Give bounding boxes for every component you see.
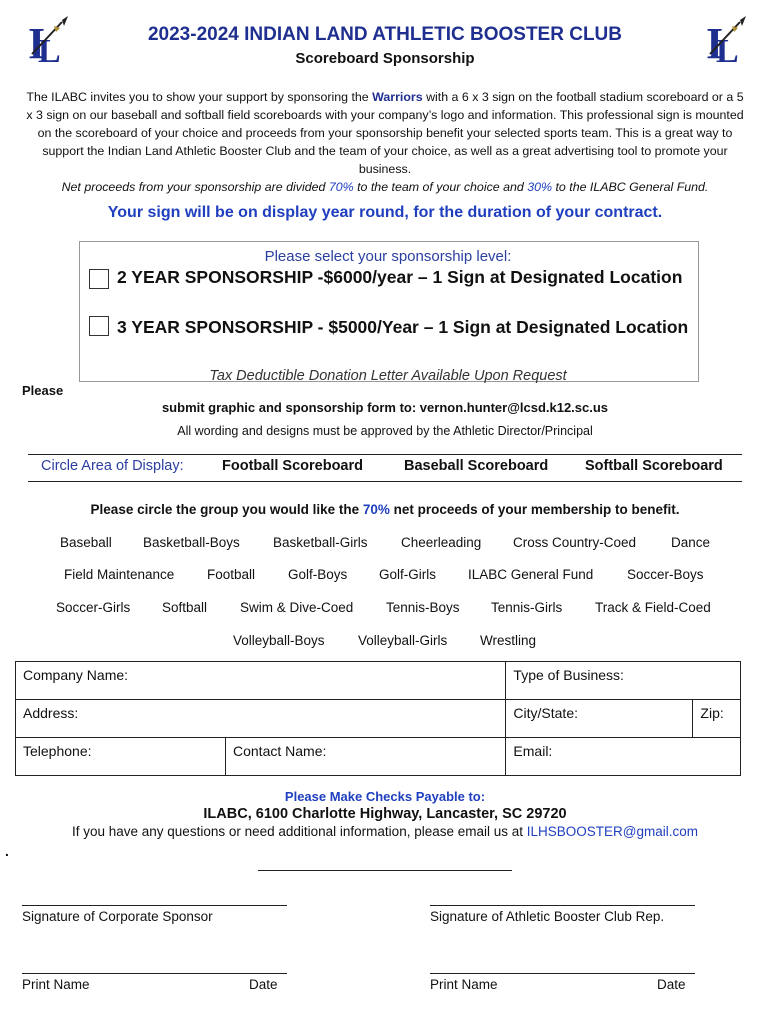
svg-text:L: L (38, 33, 61, 64)
payable-heading: Please Make Checks Payable to: (284, 789, 486, 804)
booster-signature-label: Signature of Athletic Booster Club Rep. (430, 909, 665, 924)
mailing-address: ILABC, 6100 Charlotte Highway, Lancaster, SC 29720 (203, 806, 567, 822)
intro-paragraph: The ILABC invites you to show your support by sponsoring the Warriors with a 6 x 3 sign on the football stadium scoreboard or a 5 x 3 sign on our baseball and softball field scoreboards with your company’s logo and information. This professional sign is mounted on the scoreboard of your choice and proceeds from your sponsorship benefit your selected sports team. This is a great way to support the Indian Land Athletic Booster Club and the team of your choice, as well as a great advertising tool to promote your business. Net proceeds from your sponsorship are divided 70% to the team of your choice and 30% to the ILABC General Fund. (26, 90, 744, 194)
display-option-football[interactable]: Football Scoreboard (222, 458, 363, 474)
group-option[interactable]: ILABC General Fund (468, 567, 594, 582)
group-option[interactable]: Golf-Boys (288, 567, 348, 582)
group-option[interactable]: Dance (671, 535, 711, 550)
svg-text:L: L (716, 33, 739, 64)
group-option[interactable]: Cheerleading (401, 535, 482, 550)
approval-note: All wording and designs must be approved by the Athletic Director/Principal (177, 424, 593, 438)
display-duration-note: Your sign will be on display year round, for the duration of your contract. (107, 204, 663, 221)
group-option[interactable]: Tennis-Girls (491, 600, 563, 615)
submit-instructions: submit graphic and sponsorship form to: vernon.hunter@lcsd.k12.sc.us (161, 400, 609, 415)
group-option[interactable]: Wrestling (480, 633, 537, 648)
contact-name-field[interactable]: Contact Name: (226, 738, 506, 776)
group-option[interactable]: Track & Field-Coed (595, 600, 711, 615)
group-option[interactable]: Cross Country-Coed (513, 535, 637, 550)
svg-text:I: I (706, 19, 724, 64)
group-option[interactable]: Tennis-Boys (386, 600, 460, 615)
print-name-label-2: Print Name (430, 977, 498, 992)
group-option[interactable]: Golf-Girls (379, 567, 436, 582)
option-2-year-label: 2 YEAR SPONSORSHIP -$6000/year – 1 Sign at Designated Location (117, 267, 683, 287)
print-name-line-2[interactable] (430, 973, 695, 974)
svg-text:I: I (28, 19, 46, 64)
display-option-baseball[interactable]: Baseball Scoreboard (404, 458, 549, 474)
blank-line (258, 870, 512, 871)
display-area-label: Circle Area of Display: (41, 458, 184, 474)
tax-deductible-note: Tax Deductible Donation Letter Available Upon Request (209, 368, 567, 384)
page-title: 2023-2024 INDIAN LAND ATHLETIC BOOSTER CLUB (147, 24, 622, 45)
booster-signature-line[interactable] (430, 905, 695, 906)
company-name-field[interactable]: Company Name: (16, 662, 506, 700)
group-option[interactable]: Soccer-Boys (627, 567, 704, 582)
group-option[interactable]: Basketball-Girls (273, 535, 368, 550)
email-field[interactable]: Email: (506, 738, 741, 776)
print-name-line-1[interactable] (22, 973, 287, 974)
corporate-signature-line[interactable] (22, 905, 287, 906)
type-of-business-field[interactable]: Type of Business: (506, 662, 741, 700)
booster-email-link[interactable]: ILHSBOOSTER@gmail.com (526, 824, 699, 839)
group-option[interactable]: Basketball-Boys (143, 535, 240, 550)
display-option-softball[interactable]: Softball Scoreboard (585, 458, 723, 474)
group-prompt: Please circle the group you would like the 70% net proceeds of your membership to benefit. (90, 502, 680, 517)
group-option[interactable]: Field Maintenance (64, 567, 175, 582)
date-label-2: Date (657, 977, 686, 992)
please-label: Please (22, 383, 64, 398)
group-option[interactable]: Volleyball-Boys (233, 633, 325, 648)
sponsorship-prompt: Please select your sponsorship level: (264, 248, 512, 265)
option-2-year-checkbox[interactable] (89, 269, 109, 289)
stray-mark: . (5, 843, 9, 859)
group-option[interactable]: Football (207, 567, 256, 582)
address-field[interactable]: Address: (16, 700, 506, 738)
group-option[interactable]: Softball (162, 600, 208, 615)
city-state-field[interactable]: City/State: (506, 700, 693, 738)
group-option[interactable]: Soccer-Girls (56, 600, 131, 615)
zip-field[interactable]: Zip: (693, 700, 741, 738)
group-option[interactable]: Volleyball-Girls (358, 633, 448, 648)
option-3-year-label: 3 YEAR SPONSORSHIP - $5000/Year – 1 Sign at Designated Location (117, 317, 689, 337)
sponsor-info-table (15, 661, 741, 776)
contact-note: If you have any questions or need additional information, please email us at ILHSBOOSTER@gmail.com (71, 824, 699, 839)
print-name-label-1: Print Name (22, 977, 90, 992)
group-option[interactable]: Baseball (60, 535, 112, 550)
date-label-1: Date (249, 977, 278, 992)
page-subtitle: Scoreboard Sponsorship (295, 50, 475, 67)
group-option[interactable]: Swim & Dive-Coed (240, 600, 354, 615)
corporate-signature-label: Signature of Corporate Sponsor (22, 909, 213, 924)
option-3-year-checkbox[interactable] (89, 316, 109, 336)
telephone-field[interactable]: Telephone: (16, 738, 226, 776)
